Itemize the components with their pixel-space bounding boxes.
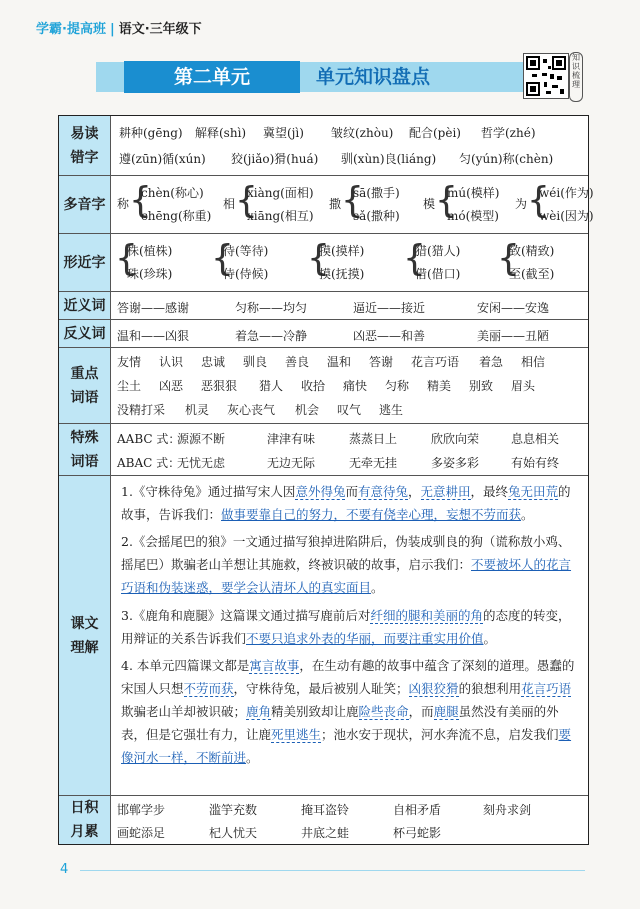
word-item: 匀(yún)称(chèn) [459,152,554,166]
word-item: 答谢 [369,355,394,369]
word-item: 友情 [117,355,142,369]
row-label [59,116,111,175]
text: 。 [246,750,259,765]
word-item: 匀称 [385,379,410,393]
word-item: 多姿多彩 [431,456,480,470]
poly-bottom: chēng(称重) [141,209,212,223]
text: 精美别致却让鹿 [271,704,359,719]
row-content [111,348,588,423]
row-content [111,320,588,347]
footer-divider [80,870,585,871]
word-item: 没精打采 [117,403,166,417]
highlight-text: 兔无田荒 [508,484,559,499]
poly-char: 为 [515,197,528,211]
highlight-text: 死里逃生 [271,727,322,742]
word-item: 机灵 [185,403,210,417]
word-item: 善良 [285,355,310,369]
word-item: 痛快 [343,379,368,393]
word-pair: 逼近——接近 [353,301,426,315]
poly-top: chèn(称心) [141,186,204,200]
row-antonym [59,320,588,348]
word-item: 忠诚 [201,355,226,369]
word-pair: 凶恶——和善 [353,329,426,343]
header-bar [36,18,202,37]
row-special-words [59,424,588,476]
similar-bottom: 借(借口) [415,267,461,281]
poly-top: mú(模样) [447,186,500,200]
highlight-text: 无意耕田 [420,484,471,499]
word-item: 收拾 [301,379,326,393]
row-content [111,424,588,475]
text: ；池水安于现状，河水奔流不息，启发我们 [321,727,559,742]
word-item: 哲学(zhé) [481,126,536,140]
brace-icon: { [129,180,152,221]
unit-title: 第二单元 [124,61,300,93]
word-item: 机会 [295,403,320,417]
qr-code-icon[interactable] [523,53,569,99]
word-item: 解释(shì) [195,126,247,140]
label-line: 月累 [70,824,99,840]
row-accumulation [59,796,588,844]
highlight-text: 意外得兔 [295,484,346,499]
highlight-text: 要像河水一样，不断前进 [121,727,572,765]
row-synonym [59,292,588,320]
poly-top: sā(撒手) [353,186,400,200]
word-pair: 温和——凶狠 [117,329,190,343]
word-pair: 着急——冷静 [235,329,308,343]
word-item: 息息相关 [511,432,560,446]
word-item: 无忧无虑 [177,456,226,470]
word-item: 温和 [327,355,352,369]
text: 。 [371,580,384,595]
row-key-words [59,348,588,424]
brace-icon: { [435,180,458,221]
pattern-label: ABAC 式： [117,456,181,470]
brace-icon: { [235,180,258,221]
poly-bottom: xiāng(相互) [247,209,314,223]
row-content [111,234,588,291]
word-item: 恶狠狠 [201,379,238,393]
idiom-item: 刻舟求剑 [483,803,532,817]
word-item: 欣欣向荣 [431,432,480,446]
word-item: 无边无际 [267,456,316,470]
pattern-label: AABC 式： [117,432,181,446]
page-number: 4 [60,862,69,877]
text: 4. 本单元四篇课文都是 [121,658,250,673]
label-line: 重点 [70,365,99,382]
label-line: 理解 [70,639,99,656]
header-separator: | [109,22,115,37]
text: 的态度的转变，用辩证的关系告诉我们 [121,608,571,646]
label-line: 课文 [70,615,99,632]
text: 虽然没有美丽的外表，但是它强壮有力，让鹿 [121,704,559,742]
similar-bottom: 摸(抚摸) [319,267,365,281]
row-label [59,424,111,475]
idiom-item: 自相矛盾 [393,803,442,817]
text: 欺骗老山羊却被识破； [121,704,247,719]
text: 。 [521,507,534,522]
word-item: 眉头 [511,379,536,393]
paragraph-3 [121,604,578,650]
word-item: 冀望(jì) [263,126,304,140]
highlight-text: 有意待兔 [357,484,408,499]
topic-title: 单元知识盘点 [316,66,431,88]
row-label [59,796,111,844]
idiom-item: 杞人忧天 [209,826,258,840]
brace-icon: { [307,238,330,279]
highlight-text: 险些丧命 [358,704,409,719]
idiom-item: 掩耳盗铃 [301,803,350,817]
word-item: 叹气 [337,403,362,417]
label-line: 日积 [70,800,99,816]
word-item: 耕种(gēng) [119,126,183,140]
highlight-text: 不劳而获 [183,681,234,696]
word-item: 灰心丧气 [227,403,276,417]
row-text-understanding [59,476,588,796]
brand-text: 学霸·提高班 [36,22,106,37]
poly-bottom: sǎ(撒种) [353,209,400,223]
text: ， [407,484,421,499]
brace-icon: { [211,238,234,279]
poly-char: 模 [423,197,436,211]
similar-top: 致(精致) [509,244,555,258]
idiom-item: 井底之蛙 [301,826,350,840]
idiom-item: 邯郸学步 [117,803,166,817]
word-pair: 安闲——安逸 [477,301,550,315]
similar-bottom: 至(截至) [509,267,555,281]
word-item: 尘土 [117,379,142,393]
word-item: 配合(pèi) [409,126,461,140]
row-content [111,476,588,795]
poly-bottom: mó(模型) [447,209,499,223]
idiom-item: 杯弓蛇影 [393,826,442,840]
row-content [111,176,594,233]
similar-top: 摸(摸样) [319,244,365,258]
word-item: 别致 [469,379,494,393]
brace-icon: { [527,180,550,221]
highlight-text: 鹿角 [246,704,272,719]
word-item: 皱纹(zhòu) [331,126,394,140]
text: 的狼想利用 [458,681,522,696]
brace-icon: { [403,238,426,279]
label-line: 特殊 [70,429,99,446]
highlight-text: 凶狠狡猾 [408,681,459,696]
word-item: 津津有味 [267,432,316,446]
poly-top: xiàng(面相) [247,186,314,200]
knowledge-table [58,115,594,845]
label-line: 错字 [70,149,99,166]
label-line: 词语 [70,453,99,470]
similar-bottom: 珠(珍珠) [127,267,173,281]
idiom-item: 滥竽充数 [209,803,258,817]
row-label [59,476,111,795]
word-item: 凶恶 [159,379,184,393]
word-item: 狡(jiǎo)猾(huá) [231,152,319,166]
word-item: 花言巧语 [411,355,460,369]
text: ，守株待兔，最后被别人耻笑； [233,681,409,696]
paragraph-2 [121,530,578,599]
text: 的故事，告诉我们： [121,484,571,522]
word-item: 驯(xùn)良(liáng) [341,152,437,166]
text: ，而 [408,704,434,719]
text: ，在生动有趣的故事中蕴含了深刻的道理。愚蠢的宋国人只想 [121,658,575,696]
word-pair: 匀称——均匀 [235,301,308,315]
similar-top: 猎(猎人) [415,244,461,258]
text: 2.《会摇尾巴的狼》一文通过描写狼掉进陷阱后，伪装成驯良的狗（谎称敖小鸡、摇尾巴）欺骗老山羊想让其施救，终被识破的故事，启示我们： [121,534,571,572]
brace-icon: { [497,238,520,279]
row-content [111,796,588,844]
poly-char: 相 [223,197,236,211]
word-pair: 答谢——感谢 [117,301,190,315]
qr-side-label: 知识梳理 [569,52,583,102]
similar-top: 株(植株) [127,244,173,258]
label-line: 词语 [70,389,99,406]
highlight-text: 不要只追求外表的华丽，而要注重实用价值 [246,631,484,646]
word-item: 遵(zūn)循(xún) [119,152,206,166]
highlight-text: 鹿腿 [433,704,459,719]
text: 。 [483,631,497,646]
word-item: 精美 [427,379,452,393]
paragraph-1 [121,480,578,526]
row-easy-wrong [59,116,588,176]
row-label [59,348,111,423]
highlight-text: 不要被坏人的花言巧语和伪装迷惑，要学会认清坏人的真实面目 [121,557,572,595]
row-label: 多音字 [59,176,111,233]
similar-top: 待(等待) [223,244,269,258]
word-item: 蒸蒸日上 [349,432,398,446]
highlight-text: 花言巧语 [521,681,572,696]
similar-bottom: 侍(侍候) [223,267,269,281]
word-item: 有始有终 [511,456,560,470]
word-pair: 美丽——丑陋 [477,329,550,343]
word-item: 相信 [521,355,546,369]
word-item: 源源不断 [177,432,226,446]
highlight-text: 寓言故事 [249,658,300,673]
word-item: 逃生 [379,403,404,417]
poly-top: wéi(作为) [539,186,594,200]
word-item: 猎人 [259,379,284,393]
highlight-text: 做事要靠自己的努力，不要有侥幸心理，妄想不劳而获 [221,507,522,522]
brace-icon: { [115,238,138,279]
poly-char: 称 [117,197,130,211]
text: 而 [345,484,358,499]
word-item: 认识 [159,355,184,369]
row-content [111,116,588,175]
poly-char: 撒 [329,197,342,211]
idiom-item: 画蛇添足 [117,826,166,840]
word-item: 无牵无挂 [349,456,398,470]
paragraph-4 [121,654,578,769]
text: 1.《守株待兔》通过描写宋人因 [121,484,296,499]
row-content [111,292,588,319]
row-similar [59,234,588,292]
row-polyphone [59,176,594,234]
text: 3.《鹿角和鹿腿》这篇课文通过描写鹿前后对 [121,608,371,623]
row-label: 近义词 [59,292,111,319]
subject-text: 语文·三年级下 [118,22,202,37]
row-label: 反义词 [59,320,111,347]
word-item: 着急 [479,355,504,369]
highlight-text: 纤细的腿和美丽的角 [370,608,483,623]
row-label: 形近字 [59,234,111,291]
poly-bottom: wèi(因为) [539,209,594,223]
brace-icon: { [341,180,364,221]
label-line: 易读 [70,125,99,142]
text: ，最终 [470,484,509,499]
word-item: 驯良 [243,355,268,369]
